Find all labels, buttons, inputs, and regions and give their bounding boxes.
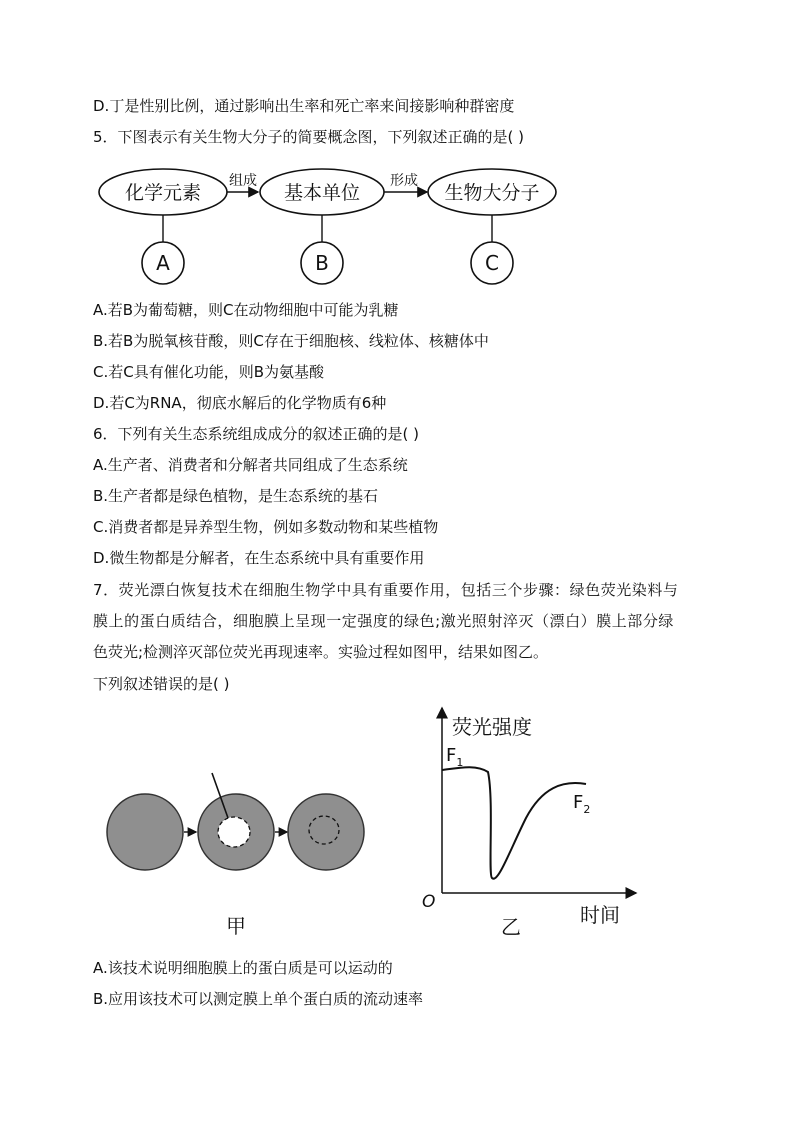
- label-a: A: [156, 251, 170, 275]
- arrow1-label: 组成: [229, 173, 257, 189]
- cell-recovered: [288, 794, 364, 870]
- figure-yi-graph: [410, 700, 640, 940]
- fluorescence-curve: [442, 767, 586, 878]
- y-axis-label: 荧光强度: [452, 715, 532, 739]
- node1-label: 化学元素: [124, 182, 202, 204]
- q5-option-a: A.若B为葡萄糖，则C在动物细胞中可能为乳糖: [93, 301, 399, 319]
- node3-label: 生物大分子: [444, 182, 540, 204]
- q5-stem: 5．下图表示有关生物大分子的简要概念图，下列叙述正确的是( ): [93, 128, 525, 146]
- cell-stained: [107, 794, 183, 870]
- f1-label: $F_1$: [446, 745, 464, 769]
- q6-stem: 6．下列有关生态系统组成成分的叙述正确的是( ): [93, 425, 420, 443]
- figure-jia-label: 甲: [226, 914, 246, 938]
- q4-option-d: D.丁是性别比例，通过影响出生率和死亡率来间接影响种群密度: [93, 97, 515, 115]
- q7-option-a: A.该技术说明细胞膜上的蛋白质是可以运动的: [93, 959, 393, 977]
- label-b: B: [315, 251, 329, 275]
- q6-option-c: C.消费者都是异养型生物，例如多数动物和某些植物: [93, 518, 439, 536]
- f2-label: $F_2$: [573, 792, 591, 816]
- q6-option-d: D.微生物都是分解者，在生态系统中具有重要作用: [93, 549, 425, 567]
- q7-option-b: B.应用该技术可以测定膜上单个蛋白质的流动速率: [93, 990, 424, 1008]
- figure-jia: [100, 760, 375, 940]
- q7-stem-line4: 下列叙述错误的是( ): [93, 675, 230, 693]
- q7-stem-line2: 膜上的蛋白质结合，细胞膜上呈现一定强度的绿色;激光照射淬灭（漂白）膜上部分绿: [93, 612, 674, 630]
- q6-option-b: B.生产者都是绿色植物，是生态系统的基石: [93, 487, 379, 505]
- origin-label: O: [422, 892, 436, 912]
- figure-yi-caption: 乙: [501, 915, 521, 939]
- q7-stem-line1: 7．荧光漂白恢复技术在细胞生物学中具有重要作用，包括三个步骤：绿色荧光染料与: [93, 581, 679, 599]
- q5-concept-diagram: [96, 160, 576, 290]
- x-axis-label: 时间: [580, 903, 620, 927]
- q5-option-c: C.若C具有催化功能，则B为氨基酸: [93, 363, 325, 381]
- node2-label: 基本单位: [283, 182, 361, 204]
- bleached-spot: [218, 817, 250, 847]
- arrow2-label: 形成: [390, 173, 418, 189]
- q7-stem-line3: 色荧光;检测淬灭部位荧光再现速率。实验过程如图甲，结果如图乙。: [93, 643, 549, 661]
- label-c: C: [485, 251, 499, 275]
- q6-option-a: A.生产者、消费者和分解者共同组成了生态系统: [93, 456, 408, 474]
- q5-option-d: D.若C为RNA，彻底水解后的化学物质有6种: [93, 394, 387, 412]
- q5-option-b: B.若B为脱氧核苷酸，则C存在于细胞核、线粒体、核糖体中: [93, 332, 489, 350]
